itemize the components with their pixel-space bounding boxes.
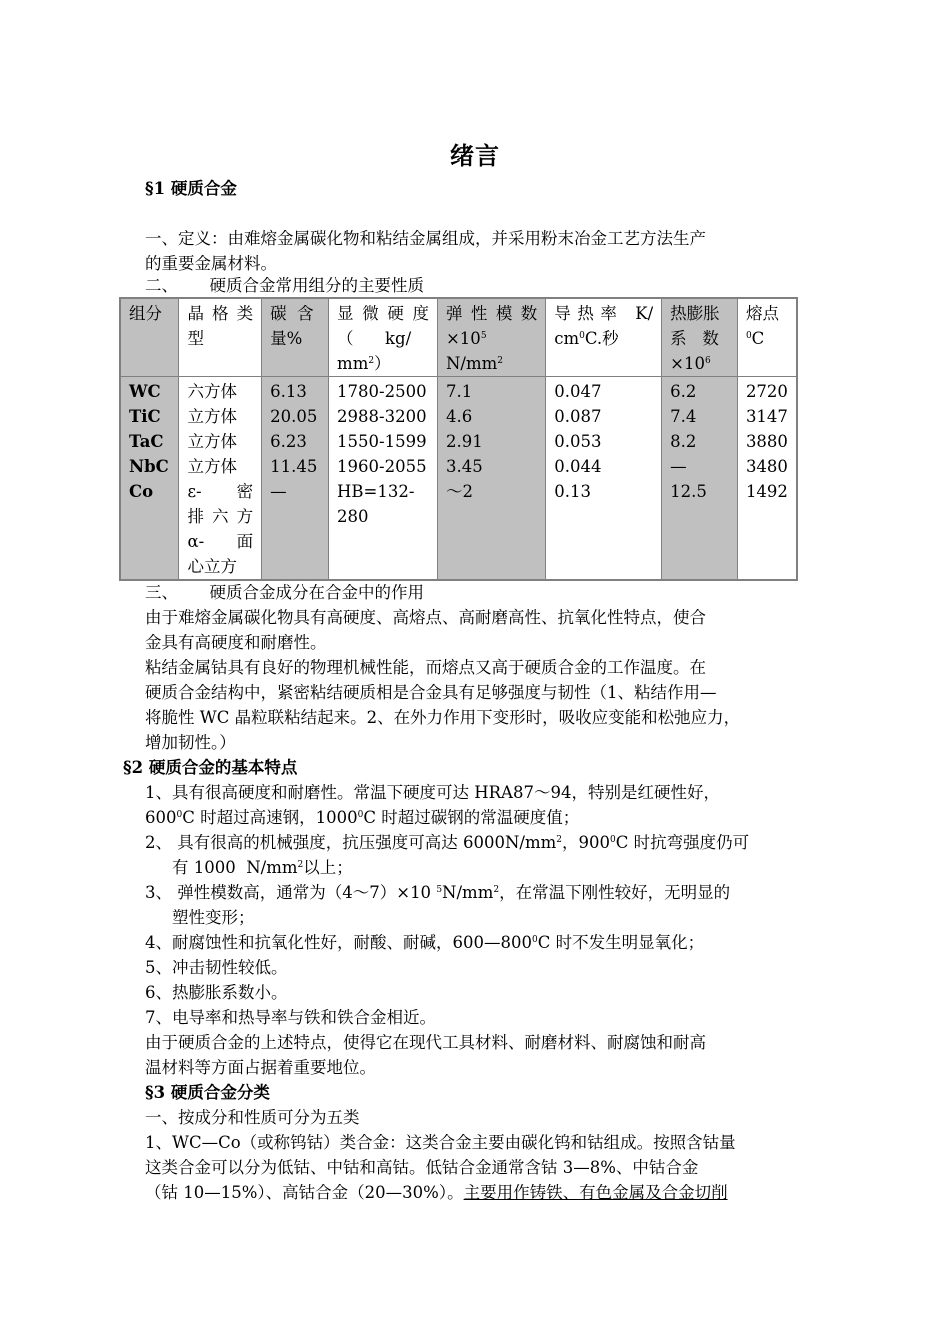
header-hardness: 显微硬度 （ kg/ $mm^2$） xyxy=(329,298,438,377)
features-summary-line-1: 由于硬质合金的上述特点，使得它在现代工具材料、耐磨材料、耐腐蚀和耐高 xyxy=(145,1033,706,1052)
header-component: 组分 xyxy=(120,298,179,377)
header-melting: 熔点 $^0$C xyxy=(737,298,797,377)
carbon-cell: 6.13 20.05 6.23 11.45 — xyxy=(262,377,329,581)
table-data-row xyxy=(120,377,797,581)
header-modulus: 弹性模数 $\times 10^5$ $N/mm^2$ xyxy=(437,298,545,377)
feature-6: 6、热膨胀系数小。 xyxy=(145,983,288,1002)
section-1-heading: §1 硬质合金 xyxy=(145,179,237,198)
feature-3-line-2: 塑性变形； xyxy=(172,908,255,927)
page-title: 绪言 xyxy=(450,141,500,170)
definition-line-1: 一、定义：由难熔金属碳化物和粘结金属组成，并采用粉末冶金工艺方法生产 xyxy=(145,229,706,248)
properties-table xyxy=(119,297,798,581)
role-paragraph-1-line-2: 金具有高硬度和耐磨性。 xyxy=(145,633,327,652)
table-header-row xyxy=(120,298,797,377)
header-expansion: 热膨胀 系 数 $\times 10^6$ xyxy=(662,298,738,377)
underlined-usage-text: 主要用作铸铁、有色金属及合金切削 xyxy=(463,1183,728,1202)
role-paragraph-2-line-2: 硬质合金结构中，紧密粘结硬质相是合金具有足够强度与韧性（1、粘结作用— xyxy=(145,683,717,702)
role-paragraph-2-line-1: 粘结金属钴具有良好的物理机械性能，而熔点又高于硬质合金的工作温度。在 xyxy=(145,658,706,677)
hardness-cell: 1780-2500 2988-3200 1550-1599 1960-2055 HB=132- 280 xyxy=(329,377,438,581)
table-caption: 二、 硬质合金常用组分的主要性质 xyxy=(145,276,424,295)
classification-line-3: 这类合金可以分为低钴、中钴和高钴。低钴合金通常含钴 3—8%、中钴合金 xyxy=(145,1158,699,1177)
conductivity-cell: 0.047 0.087 0.053 0.044 0.13 xyxy=(546,377,662,581)
component-cell: WC TiC TaC NbC Co xyxy=(120,377,179,581)
feature-1-line-1: 1、具有很高硬度和耐磨性。常温下硬度可达 HRA87～94，特别是红硬性好， xyxy=(145,783,720,802)
feature-2-line-2: 有 1000 $N/mm^2$以上； xyxy=(172,858,353,877)
section-2-heading: §2 硬质合金的基本特点 xyxy=(123,758,298,777)
feature-5: 5、冲击韧性较低。 xyxy=(145,958,288,977)
role-paragraph-2-line-3: 将脆性 WC 晶粒联粘结起来。2、在外力作用下变形时，吸收应变能和松弛应力， xyxy=(145,708,741,727)
feature-3-line-1: 3、 弹性模数高，通常为（4～7）×10 $^5N/mm^2$，在常温下刚性较好，无明显的 xyxy=(145,883,731,902)
feature-7: 7、电导率和热导率与铁和铁合金相近。 xyxy=(145,1008,436,1027)
expansion-cell: 6.2 7.4 8.2 — 12.5 xyxy=(662,377,738,581)
modulus-cell: 7.1 4.6 2.91 3.45 ～2 xyxy=(437,377,545,581)
lattice-cell: 六方体 立方体 立方体 立方体 ε- 密 排六方 α- 面 心立方 xyxy=(179,377,262,581)
section-3-heading: §3 硬质合金分类 xyxy=(145,1083,270,1102)
feature-4: 4、耐腐蚀性和抗氧化性好，耐酸、耐碱，$600—800^0C$ 时不发生明显氧化； xyxy=(145,933,705,952)
header-carbon: 碳 含 量% xyxy=(262,298,329,377)
role-paragraph-2-line-4: 增加韧性。） xyxy=(145,733,236,752)
features-summary-line-2: 温材料等方面占据着重要地位。 xyxy=(145,1058,376,1077)
classification-line-4: （钴 10—15%）、高钴合金（20—30%）。主要用作铸铁、有色金属及合金切削 xyxy=(145,1183,728,1202)
classification-line-2: 1、WC—Co（或称钨钴）类合金：这类合金主要由碳化钨和钴组成。按照含钴量 xyxy=(145,1133,736,1152)
role-paragraph-1-line-1: 由于难熔金属碳化物具有高硬度、高熔点、高耐磨高性、抗氧化性特点，使合 xyxy=(145,608,706,627)
feature-1-line-2: $600^0C$ 时超过高速钢，1000$^0$C 时超过碳钢的常温硬度值； xyxy=(145,808,580,827)
feature-2-line-1: 2、 具有很高的机械强度，抗压强度可高达 $6000N/mm^2$，$900^0C$ 时抗弯强度仍可 xyxy=(145,833,750,852)
header-lattice: 晶格类 型 xyxy=(179,298,262,377)
melting-cell: 2720 3147 3880 3480 1492 xyxy=(737,377,797,581)
role-caption: 三、 硬质合金成分在合金中的作用 xyxy=(145,583,424,602)
definition-line-2: 的重要金属材料。 xyxy=(145,254,277,273)
header-conductivity: 导热率 K/ $cm^0C$.秒 xyxy=(546,298,662,377)
classification-line-1: 一、按成分和性质可分为五类 xyxy=(145,1108,360,1127)
